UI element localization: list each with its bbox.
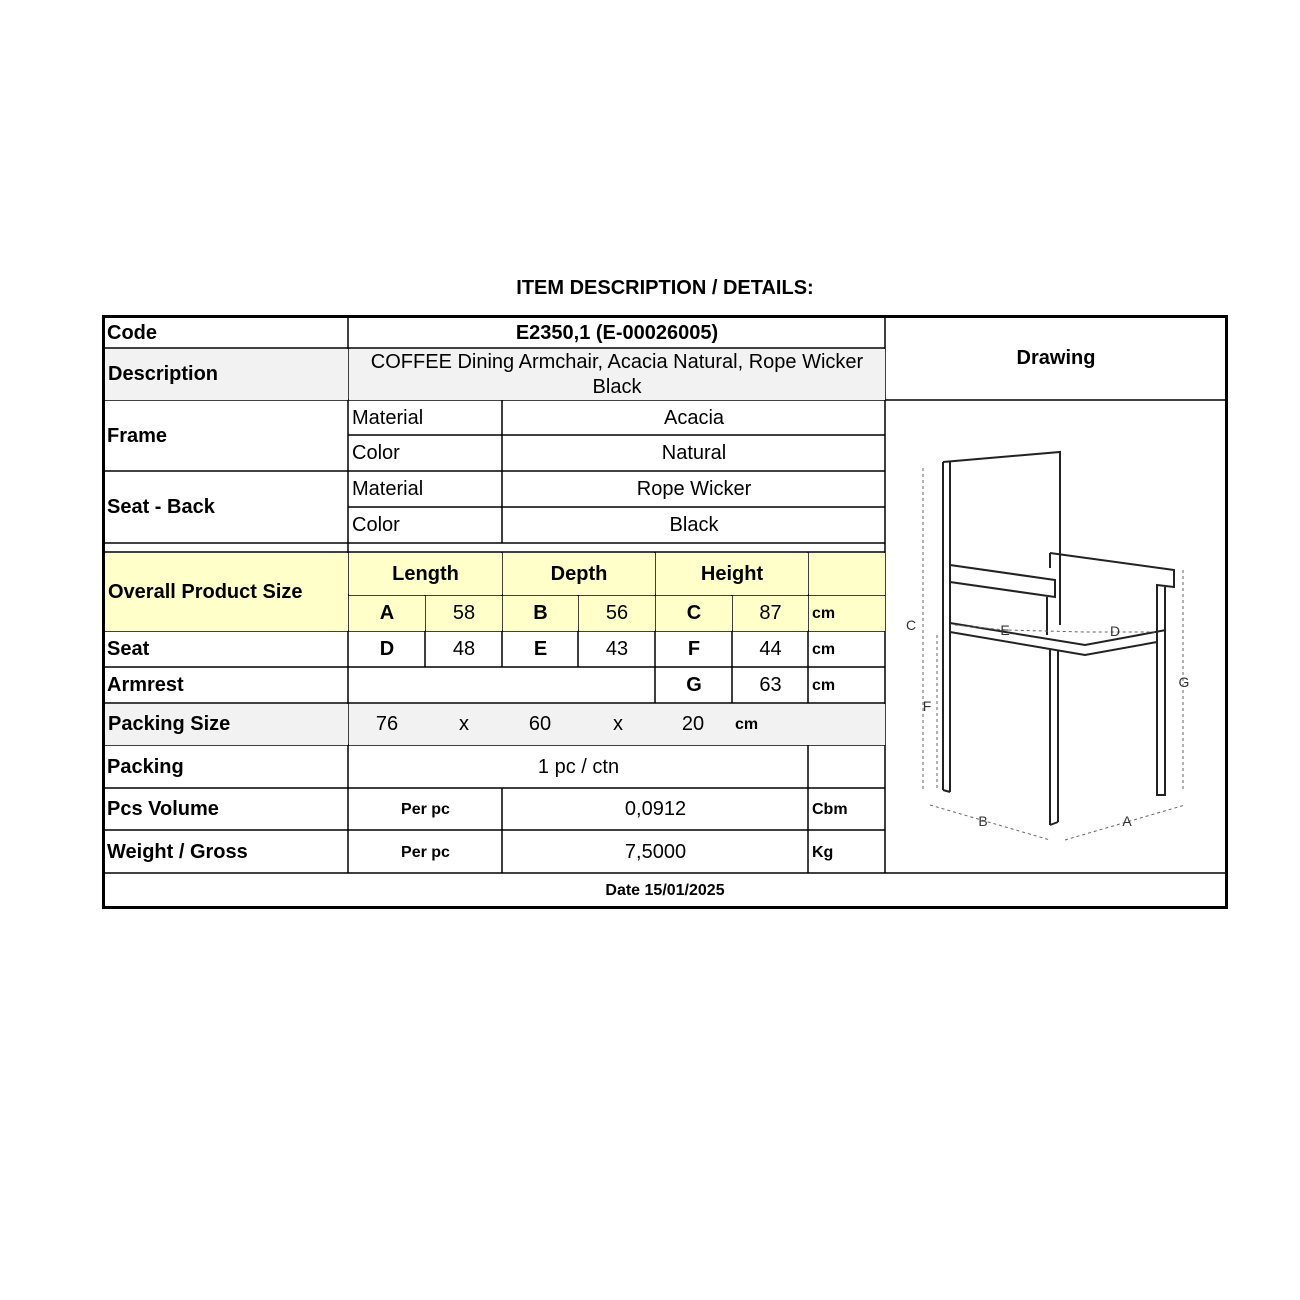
seat-back-material-label: Material	[352, 478, 424, 500]
diagram-label-e: E	[1000, 622, 1010, 638]
pcs-volume-value: 0,0912	[624, 798, 687, 820]
overall-b-value: 56	[579, 596, 655, 631]
depth-header: Depth	[503, 553, 655, 595]
frame-material-label: Material	[352, 406, 424, 429]
date-footer: Date 15/01/2025	[605, 881, 725, 899]
packing-size-height: 20	[681, 713, 705, 735]
packing-size-x1: x	[459, 713, 469, 735]
overall-b-label: B	[503, 596, 578, 631]
frame-color-value: Natural	[661, 442, 727, 464]
weight-label: Weight / Gross	[107, 840, 248, 863]
overall-c-label: C	[656, 596, 732, 631]
overall-c-value: 87	[733, 596, 808, 631]
packing-size-label: Packing Size	[105, 704, 348, 745]
seat-back-material-value: Rope Wicker	[636, 478, 752, 500]
seat-d-value: 48	[452, 638, 476, 660]
drawing-header: Drawing	[1016, 347, 1096, 369]
diagram-label-c: C	[905, 617, 917, 633]
armrest-g-label: G	[686, 674, 702, 696]
seat-back-label: Seat - Back	[107, 496, 215, 518]
armrest-label: Armrest	[107, 674, 184, 696]
page-title: ITEM DESCRIPTION / DETAILS:	[516, 277, 814, 299]
seat-e-label: E	[533, 638, 548, 660]
pcs-volume-label: Pcs Volume	[107, 798, 219, 820]
seat-f-label: F	[687, 638, 701, 660]
diagram-label-d: D	[1109, 623, 1121, 639]
overall-unit: cm	[809, 596, 885, 631]
description-value: COFFEE Dining Armchair, Acacia Natural, Rope Wicker Black	[349, 349, 885, 400]
chair-drawing	[885, 400, 1226, 873]
frame-material-value: Acacia	[663, 406, 725, 429]
overall-size-label: Overall Product Size	[105, 553, 348, 631]
weight-value: 7,5000	[624, 840, 687, 863]
weight-unit: Kg	[812, 843, 834, 861]
description-label: Description	[105, 349, 348, 400]
overall-a-label: A	[349, 596, 425, 631]
diagram-label-a: A	[1122, 813, 1132, 829]
seat-label: Seat	[107, 638, 150, 660]
weight-per: Per pc	[401, 843, 450, 861]
packing-label: Packing	[107, 755, 184, 778]
overall-header-blank	[809, 553, 885, 595]
pcs-volume-per: Per pc	[401, 801, 450, 818]
armrest-g-value: 63	[759, 674, 782, 696]
code-label: Code	[107, 321, 157, 344]
seat-back-color-value: Black	[669, 514, 719, 536]
pcs-volume-unit: Cbm	[812, 801, 848, 818]
code-value: E2350,1 (E-00026005)	[515, 321, 719, 344]
packing-size-length: 76	[375, 713, 399, 735]
diagram-label-g: G	[1178, 674, 1190, 690]
overall-a-value: 58	[426, 596, 502, 631]
armrest-unit: cm	[812, 677, 836, 694]
seat-d-label: D	[379, 638, 395, 660]
diagram-label-b: B	[978, 813, 988, 829]
length-header: Length	[349, 553, 502, 595]
diagram-label-f: F	[922, 698, 932, 714]
packing-size-x2: x	[613, 713, 623, 735]
seat-e-value: 43	[605, 638, 629, 660]
height-header: Height	[656, 553, 808, 595]
packing-size-unit: cm	[735, 716, 759, 733]
frame-label: Frame	[107, 424, 168, 447]
seat-unit: cm	[812, 641, 836, 658]
frame-color-label: Color	[352, 442, 400, 464]
seat-f-value: 44	[759, 638, 782, 660]
packing-value: 1 pc / ctn	[537, 755, 620, 778]
packing-size-width: 60	[528, 713, 552, 735]
seat-back-color-label: Color	[352, 514, 400, 536]
